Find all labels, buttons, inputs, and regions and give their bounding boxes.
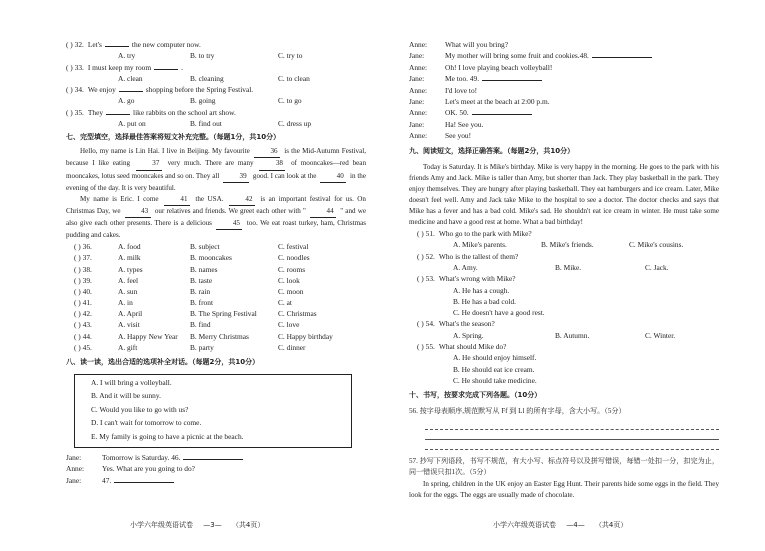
mc-question: [66, 40, 366, 51]
dialog-line: [66, 453, 366, 464]
question-number: ( ) 33.: [66, 62, 84, 72]
reading-question: [409, 319, 719, 330]
dialog-text-content: Oh! I love playing beach volleyball!: [445, 62, 553, 72]
cloze-blank-38: 38: [259, 158, 285, 170]
option-b: B. He has a bad cold.: [453, 296, 517, 306]
cloze-option-row: [66, 309, 366, 320]
question-57: 57. 抄写下列语段，书写不规范，有大小写、标点符号以及拼写错误，每错一处扣一分，扣完为止，同一错误只扣1次。（5分）: [409, 457, 719, 477]
section-7-title: 七、完型填空，选择最佳答案将短文补充完整。（每题1分，共10分）: [66, 133, 281, 142]
cloze-text: the USA.: [195, 194, 224, 203]
speaker: Jane:: [409, 74, 425, 84]
option-c: C. to go: [278, 96, 302, 106]
dialog-option: D. I can't wait for tomorrow to come.: [91, 418, 202, 428]
dialog-line: [409, 131, 719, 142]
dialog-option: A. I will bring a volleyball.: [91, 378, 172, 387]
cloze-number: ( ) 44.: [74, 331, 92, 341]
section-8-title: 八、读一读，选出合适的选项补全对话。（每题2分，共10分）: [66, 358, 260, 366]
option-a: A. Happy New Year: [118, 331, 178, 341]
question-text: Who go to the park with Mike?: [438, 229, 532, 239]
cloze-option-row: [66, 287, 366, 298]
question-number: ( ) 54.: [417, 319, 435, 329]
dialog-text-content: I'd love to!: [445, 85, 478, 95]
dialog-text: [102, 464, 195, 473]
dialog-text-content: My mother will bring some fruit and cookies.48.: [445, 51, 589, 61]
question-stem: I must keep my room: [87, 62, 152, 72]
question-rest: shopping before the Spring Festival.: [145, 85, 254, 95]
dialog-text-content: Tomorrow is Saturday. 46.: [102, 452, 181, 462]
option-b: B. find out: [190, 119, 222, 129]
footer-left-name: 小学六年级英语试卷: [130, 521, 193, 529]
mc-options: [66, 74, 366, 85]
option-b: B. front: [190, 298, 213, 308]
cloze-blank-37: 37: [136, 158, 162, 170]
option-c: C. He should take medicine.: [453, 375, 537, 385]
answer-blank: [183, 459, 243, 460]
question-number: ( ) 52.: [417, 251, 435, 261]
question-57-text: In spring, children in the UK enjoy an Easter Egg Hunt. Their parents hide some eggs in the field. They look for the eggs. The eggs are usually made of chocolate.: [409, 479, 719, 499]
dialog-option: B. And it will be sunny.: [91, 391, 161, 401]
option-a: A. He has a cough.: [453, 285, 510, 295]
dialog-text: [445, 97, 550, 106]
cloze-option-row: [66, 320, 366, 331]
cloze-options-list: [66, 242, 366, 354]
option-c: C. Jack.: [645, 262, 669, 272]
speaker: Jane:: [409, 51, 425, 61]
cloze-number: ( ) 43.: [74, 320, 92, 330]
option-c: C. noodles: [278, 253, 310, 263]
option-b: B. Autumn.: [555, 330, 590, 340]
dialog-text-content: Yes. What are you going to do?: [102, 464, 195, 474]
option-c: C. dinner: [278, 342, 306, 352]
option-a: A. Spring.: [453, 330, 484, 340]
reading-question: [409, 342, 719, 353]
option-b: B. Merry Christmas: [190, 331, 249, 341]
option-b: B. to try: [190, 51, 215, 61]
cloze-option-row: [66, 242, 366, 253]
dialog-text-content: See you!: [445, 131, 472, 141]
question-56: 56. 按字母表顺序,规范默写从 Ff 到 Ll 的所有字母，含大小写。（5分）: [409, 407, 626, 416]
cloze-text: good. I can look at the: [252, 171, 317, 180]
cloze-number: ( ) 36.: [74, 242, 92, 252]
option-a: A. clean: [118, 73, 143, 83]
reading-question: [409, 229, 719, 240]
option-c: C. to clean: [278, 73, 310, 83]
question-rest: the new computer now.: [131, 40, 201, 49]
cloze-number: ( ) 42.: [74, 309, 92, 319]
cloze-blank-41: 41: [164, 194, 190, 206]
dialog-text-content: Ha! See you.: [445, 119, 484, 129]
cloze-number: ( ) 41.: [74, 298, 92, 308]
dialog-text: [445, 86, 477, 95]
question-number: ( ) 35.: [66, 107, 84, 117]
option-c: C. try to: [278, 51, 303, 61]
answer-blank: [592, 57, 652, 58]
dialog-text: [445, 131, 471, 140]
reading-passage: Today is Saturday. It is Mike's birthday. Mike is very happy in the morning. He goes to the park with his friends Amy and Jack. Mike is taller than Amy, but shorter than Jack. They play basketball in the park. They enjoy themselves. They are hungry after playing basketball. They eat hamburgers and ice cream. Later, Mike doesn't feel well. Amy and Jack take Mike to the hospital to see a doctor. The doctor checks and says that Mike has a fever and has a bad cold. Mike's sad. He shouldn't eat ice cream in winter. He must take some medicine and have a good rest at home. What a bad birthday!: [409, 162, 719, 226]
option-a: A. visit: [118, 320, 140, 330]
reading-option: [409, 297, 719, 308]
mc-question: [66, 85, 366, 96]
right-column: [409, 40, 719, 501]
question-number: ( ) 34.: [66, 85, 84, 95]
dialog-text-content: Me too. 49.: [445, 74, 480, 84]
question-text: What should Mike do?: [438, 342, 507, 352]
reading-options: [409, 331, 719, 342]
option-a: A. milk: [118, 253, 141, 263]
cloze-text: is an important festival for us. On Christmas Day, we: [66, 194, 366, 215]
reading-option: [409, 308, 719, 319]
option-b: B. going: [190, 96, 216, 106]
option-a: A. April: [118, 309, 143, 319]
dialog-line: [409, 51, 719, 62]
dialog-text-content: OK. 50.: [445, 108, 469, 118]
option-b: B. party: [190, 342, 214, 352]
reading-option: [409, 353, 719, 364]
speaker: Anne:: [66, 464, 85, 474]
writing-lines-56: [409, 420, 719, 450]
option-b: B. rain: [190, 286, 211, 296]
section-9-title: 九、阅读短文，选择正确答案。（每题2分，共10分）: [409, 146, 575, 155]
cloze-number: ( ) 37.: [74, 253, 92, 263]
dialog-line: [66, 464, 366, 475]
question-number: ( ) 32.: [66, 40, 84, 49]
speaker: Jane:: [66, 475, 82, 485]
cloze-text: too. We eat roast turkey, ham, Christmas pudding and cakes.: [66, 218, 366, 240]
cloze-text: in the evening of the day. It is very beautiful.: [66, 171, 366, 192]
cloze-option-row: [66, 332, 366, 343]
dialog-line: [409, 40, 719, 51]
option-a: A. He should enjoy himself.: [453, 353, 537, 363]
option-c: C. Christmas: [278, 309, 317, 319]
cloze-paragraph-2: [66, 194, 366, 241]
cloze-paragraph-1: [66, 146, 366, 193]
option-c: C. moon: [278, 286, 304, 296]
question-rest: .: [181, 62, 183, 72]
dialog-line: [409, 120, 719, 131]
dialog-text: [445, 40, 508, 49]
section-10-title: 十、书写，按要求完成下列各题。（10分）: [409, 391, 542, 400]
option-c: C. He doesn't have a good rest.: [453, 308, 545, 318]
option-a: A. Amy.: [453, 262, 478, 272]
option-c: C. look: [278, 275, 300, 285]
speaker: Anne:: [409, 131, 428, 141]
option-c: C. at: [278, 298, 292, 308]
cloze-text: Hello, my name is Lin Hai. I live in Beijing. My favourite: [80, 147, 250, 156]
cloze-text: " and we also give each other presents. There is a delicious: [66, 206, 366, 227]
dialog-text-content: What will you bring?: [445, 40, 509, 49]
dialog-text: [102, 476, 174, 485]
option-a: A. go: [118, 96, 135, 106]
dialog-line: [409, 86, 719, 97]
option-a: A. types: [118, 264, 143, 274]
left-column: [66, 40, 366, 487]
dialog-right: [409, 40, 719, 143]
cloze-text: of mooncakes—red bean mooncakes, lotus seed mooncakes and so on. They all: [66, 159, 367, 180]
reading-question: [409, 274, 719, 285]
dialog-line: [409, 74, 719, 85]
option-a: A. sun: [118, 286, 138, 296]
cloze-number: ( ) 38.: [74, 264, 92, 274]
question-text: What's the season?: [438, 319, 495, 329]
cloze-text: is the Mid-Autumn Festival, because I like eating: [66, 147, 366, 168]
answer-blank: [472, 114, 532, 115]
mc-options: [66, 96, 366, 107]
speaker: Jane:: [409, 119, 425, 129]
reading-questions: [409, 229, 719, 387]
question-number: ( ) 51.: [417, 229, 435, 239]
mc-question: [66, 63, 366, 74]
option-b: B. The Spring Festival: [190, 309, 257, 319]
option-c: C. festival: [278, 242, 309, 252]
option-a: A. Mike's parents.: [453, 240, 507, 250]
reading-option: [409, 376, 719, 387]
cloze-number: ( ) 45.: [74, 342, 92, 352]
reading-option: [409, 286, 719, 297]
cloze-blank-44: 44: [310, 206, 336, 218]
reading-options: [409, 240, 719, 251]
speaker: Anne:: [409, 85, 428, 95]
answer-blank: [119, 91, 143, 92]
dialog-line: [409, 108, 719, 119]
reading-question: [409, 252, 719, 263]
footer-left-page: —3—: [203, 521, 222, 529]
footer-left: [130, 521, 264, 530]
speaker: Jane:: [66, 452, 82, 462]
dialog-line: [409, 97, 719, 108]
answer-blank: [154, 69, 178, 70]
footer-right-page: —4—: [566, 521, 585, 529]
dialog-text: [445, 74, 542, 83]
cloze-blank-42: 42: [229, 194, 255, 206]
speaker: Anne:: [409, 40, 428, 49]
reading-option: [409, 365, 719, 376]
option-a: A. try: [118, 51, 136, 61]
option-b: B. mooncakes: [190, 253, 232, 263]
dialog-left: [66, 453, 366, 487]
option-a: A. feel: [118, 275, 139, 285]
option-c: C. Winter.: [645, 330, 676, 340]
option-b: B. subject: [190, 242, 220, 252]
dialog-text: [445, 120, 483, 129]
option-a: A. gift: [118, 342, 138, 352]
question-stem: We enjoy: [87, 85, 116, 95]
option-b: B. Mike's friends.: [541, 240, 594, 250]
dialog-text: [445, 108, 532, 117]
answer-blank: [105, 46, 129, 47]
cloze-number: ( ) 40.: [74, 286, 92, 296]
dialog-text: [445, 51, 652, 60]
question-rest: like rabbits on the school art show.: [133, 107, 236, 117]
speaker: Anne:: [409, 62, 428, 72]
option-b: B. He should eat ice cream.: [453, 364, 535, 374]
question-text: Who is the tallest of them?: [438, 251, 519, 261]
speaker: Anne:: [409, 108, 428, 118]
cloze-option-row: [66, 276, 366, 287]
dialog-text: [102, 453, 243, 462]
option-c: C. rooms: [278, 264, 306, 274]
footer-left-total: （共4页）: [231, 521, 265, 529]
footer-right: [493, 521, 627, 530]
dialog-option: C. Would you like to go with us?: [91, 404, 189, 414]
cloze-option-row: [66, 343, 366, 354]
question-number: ( ) 53.: [417, 274, 435, 284]
option-c: C. love: [278, 320, 300, 330]
dialog-text-content: 47.: [102, 475, 112, 485]
answer-blank: [114, 482, 174, 483]
option-c: C. dress up: [278, 119, 312, 129]
dialog-line: [66, 476, 366, 487]
mc-question: [66, 108, 366, 119]
option-b: B. find: [190, 320, 211, 330]
dialog-text-content: Let's meet at the beach at 2:00 p.m.: [445, 96, 550, 106]
answer-blank: [482, 80, 542, 81]
option-a: A. in: [118, 298, 133, 308]
dialog-options-box: [74, 374, 352, 448]
cloze-option-row: [66, 253, 366, 264]
cloze-blank-39: 39: [223, 171, 249, 183]
cloze-text: My name is Eric. I come: [80, 194, 159, 203]
option-c: C. Happy birthday: [278, 331, 333, 341]
mc-options: [66, 51, 366, 62]
option-a: A. food: [118, 242, 141, 252]
dialog-line: [409, 63, 719, 74]
dialog-text: [445, 63, 552, 72]
option-b: B. names: [190, 264, 218, 274]
option-a: A. put on: [118, 119, 146, 129]
footer-right-name: 小学六年级英语试卷: [493, 521, 556, 529]
mc-top-section: [66, 40, 366, 130]
option-b: B. taste: [190, 275, 213, 285]
question-text: What's wrong with Mike?: [438, 274, 516, 284]
answer-blank: [106, 114, 130, 115]
reading-options: [409, 263, 719, 274]
cloze-text: our relatives and friends. We greet each other with ": [154, 206, 306, 215]
option-c: C. Mike's cousins.: [629, 240, 684, 250]
mc-options: [66, 119, 366, 130]
question-number: ( ) 55.: [417, 342, 435, 352]
speaker: Jane:: [409, 96, 425, 106]
option-b: B. cleaning: [190, 73, 224, 83]
cloze-blank-36: 36: [254, 146, 280, 158]
cloze-blank-45: 45: [216, 218, 242, 230]
footer-right-total: （共4页）: [594, 521, 628, 529]
question-stem: Let's: [87, 40, 102, 49]
dialog-option: E. My family is going to have a picnic at the beach.: [91, 431, 244, 441]
cloze-text: very much. There are many: [167, 159, 254, 168]
cloze-blank-40: 40: [320, 171, 346, 183]
question-stem: They: [87, 107, 104, 117]
option-b: B. Mike.: [555, 262, 582, 272]
cloze-option-row: [66, 298, 366, 309]
cloze-number: ( ) 39.: [74, 275, 92, 285]
cloze-option-row: [66, 265, 366, 276]
cloze-blank-43: 43: [125, 206, 151, 218]
